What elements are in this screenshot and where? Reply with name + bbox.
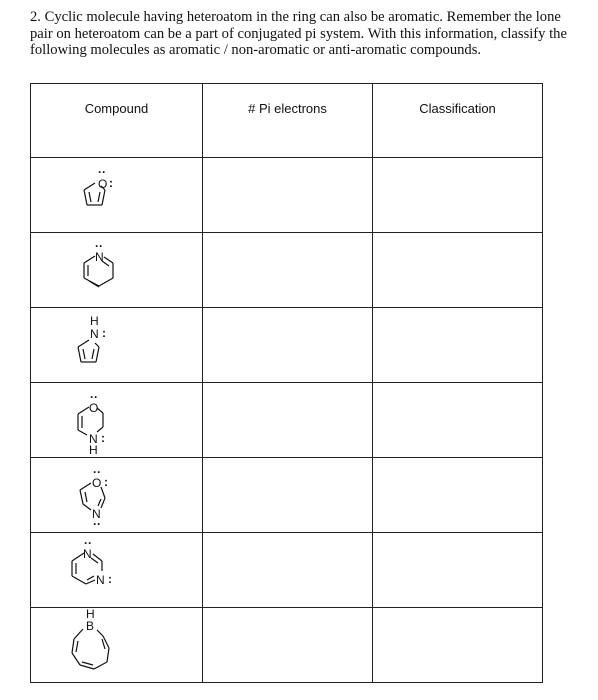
oxazole-atom-o: O <box>92 476 102 490</box>
svg-text::: : <box>101 431 105 445</box>
svg-text:··: ·· <box>84 536 92 550</box>
pyridine-structure <box>31 233 203 307</box>
classification-table <box>30 83 543 683</box>
svg-text::: : <box>104 475 108 489</box>
oxazine-atom-o: O <box>89 401 99 415</box>
pi-electrons-cell[interactable] <box>203 458 373 533</box>
compound-cell-borepin <box>31 608 203 683</box>
table-row <box>31 608 543 683</box>
compound-cell-oxazole <box>31 458 203 533</box>
pyrrole-atom-h: H <box>90 314 99 328</box>
classification-cell[interactable] <box>373 158 543 233</box>
classification-cell[interactable] <box>373 533 543 608</box>
table-row <box>31 533 543 608</box>
svg-text:··: ·· <box>90 390 98 404</box>
oxazole-atom-n: N <box>92 507 101 521</box>
table-row <box>31 233 543 308</box>
pi-electrons-cell[interactable] <box>203 533 373 608</box>
classification-cell[interactable] <box>373 608 543 683</box>
pyrimidine-atom-n2: N <box>96 573 105 587</box>
classification-cell[interactable] <box>373 383 543 458</box>
compound-cell-oxazine <box>31 383 203 458</box>
furan-structure <box>31 158 203 232</box>
pyrrole-atom-n: N <box>90 327 99 341</box>
header-compound: Compound <box>31 84 203 158</box>
svg-text:··: ·· <box>93 465 101 479</box>
svg-text:··: ·· <box>95 239 103 253</box>
classification-cell[interactable] <box>373 233 543 308</box>
svg-text::: : <box>109 176 113 190</box>
borepin-atom-h: H <box>86 608 95 621</box>
pi-electrons-cell[interactable] <box>203 233 373 308</box>
table-header-row <box>31 84 543 158</box>
borepin-atom-b: B <box>86 619 95 633</box>
svg-text:··: ·· <box>98 165 106 179</box>
table-row <box>31 383 543 458</box>
svg-text::: : <box>102 326 106 340</box>
compound-cell-pyrimidine <box>31 533 203 608</box>
header-pi-electrons: # Pi electrons <box>203 84 373 158</box>
compound-cell-pyridine <box>31 233 203 308</box>
table-row <box>31 458 543 533</box>
classification-cell[interactable] <box>373 458 543 533</box>
oxazine-structure <box>31 383 203 457</box>
pyrrole-structure <box>31 308 203 382</box>
pyrimidine-structure <box>31 533 203 607</box>
compound-cell-pyrrole <box>31 308 203 383</box>
question-text: 2. Cyclic molecule having heteroatom in the ring can also be aromatic. Remember the lone pair on heteroatom can be a part of conjugated pi system. With this information, classify the following molecules as aromatic / non-aromatic or anti-aromatic compounds. <box>30 9 567 58</box>
oxazine-atom-h: H <box>89 443 98 457</box>
classification-cell[interactable] <box>373 308 543 383</box>
svg-text:··: ·· <box>93 517 101 531</box>
pi-electrons-cell[interactable] <box>203 383 373 458</box>
header-classification: Classification <box>373 84 543 158</box>
oxazole-structure <box>31 458 203 532</box>
borepin-structure <box>31 608 203 682</box>
pi-electrons-cell[interactable] <box>203 308 373 383</box>
table-row <box>31 158 543 233</box>
furan-atom-o: O <box>98 177 108 191</box>
pyrimidine-atom-n1: N <box>83 547 92 561</box>
compound-cell-furan <box>31 158 203 233</box>
table-row <box>31 308 543 383</box>
oxazine-atom-n: N <box>89 432 98 446</box>
pyridine-atom-n: N <box>95 250 104 264</box>
pi-electrons-cell[interactable] <box>203 158 373 233</box>
pi-electrons-cell[interactable] <box>203 608 373 683</box>
svg-text::: : <box>108 572 112 586</box>
